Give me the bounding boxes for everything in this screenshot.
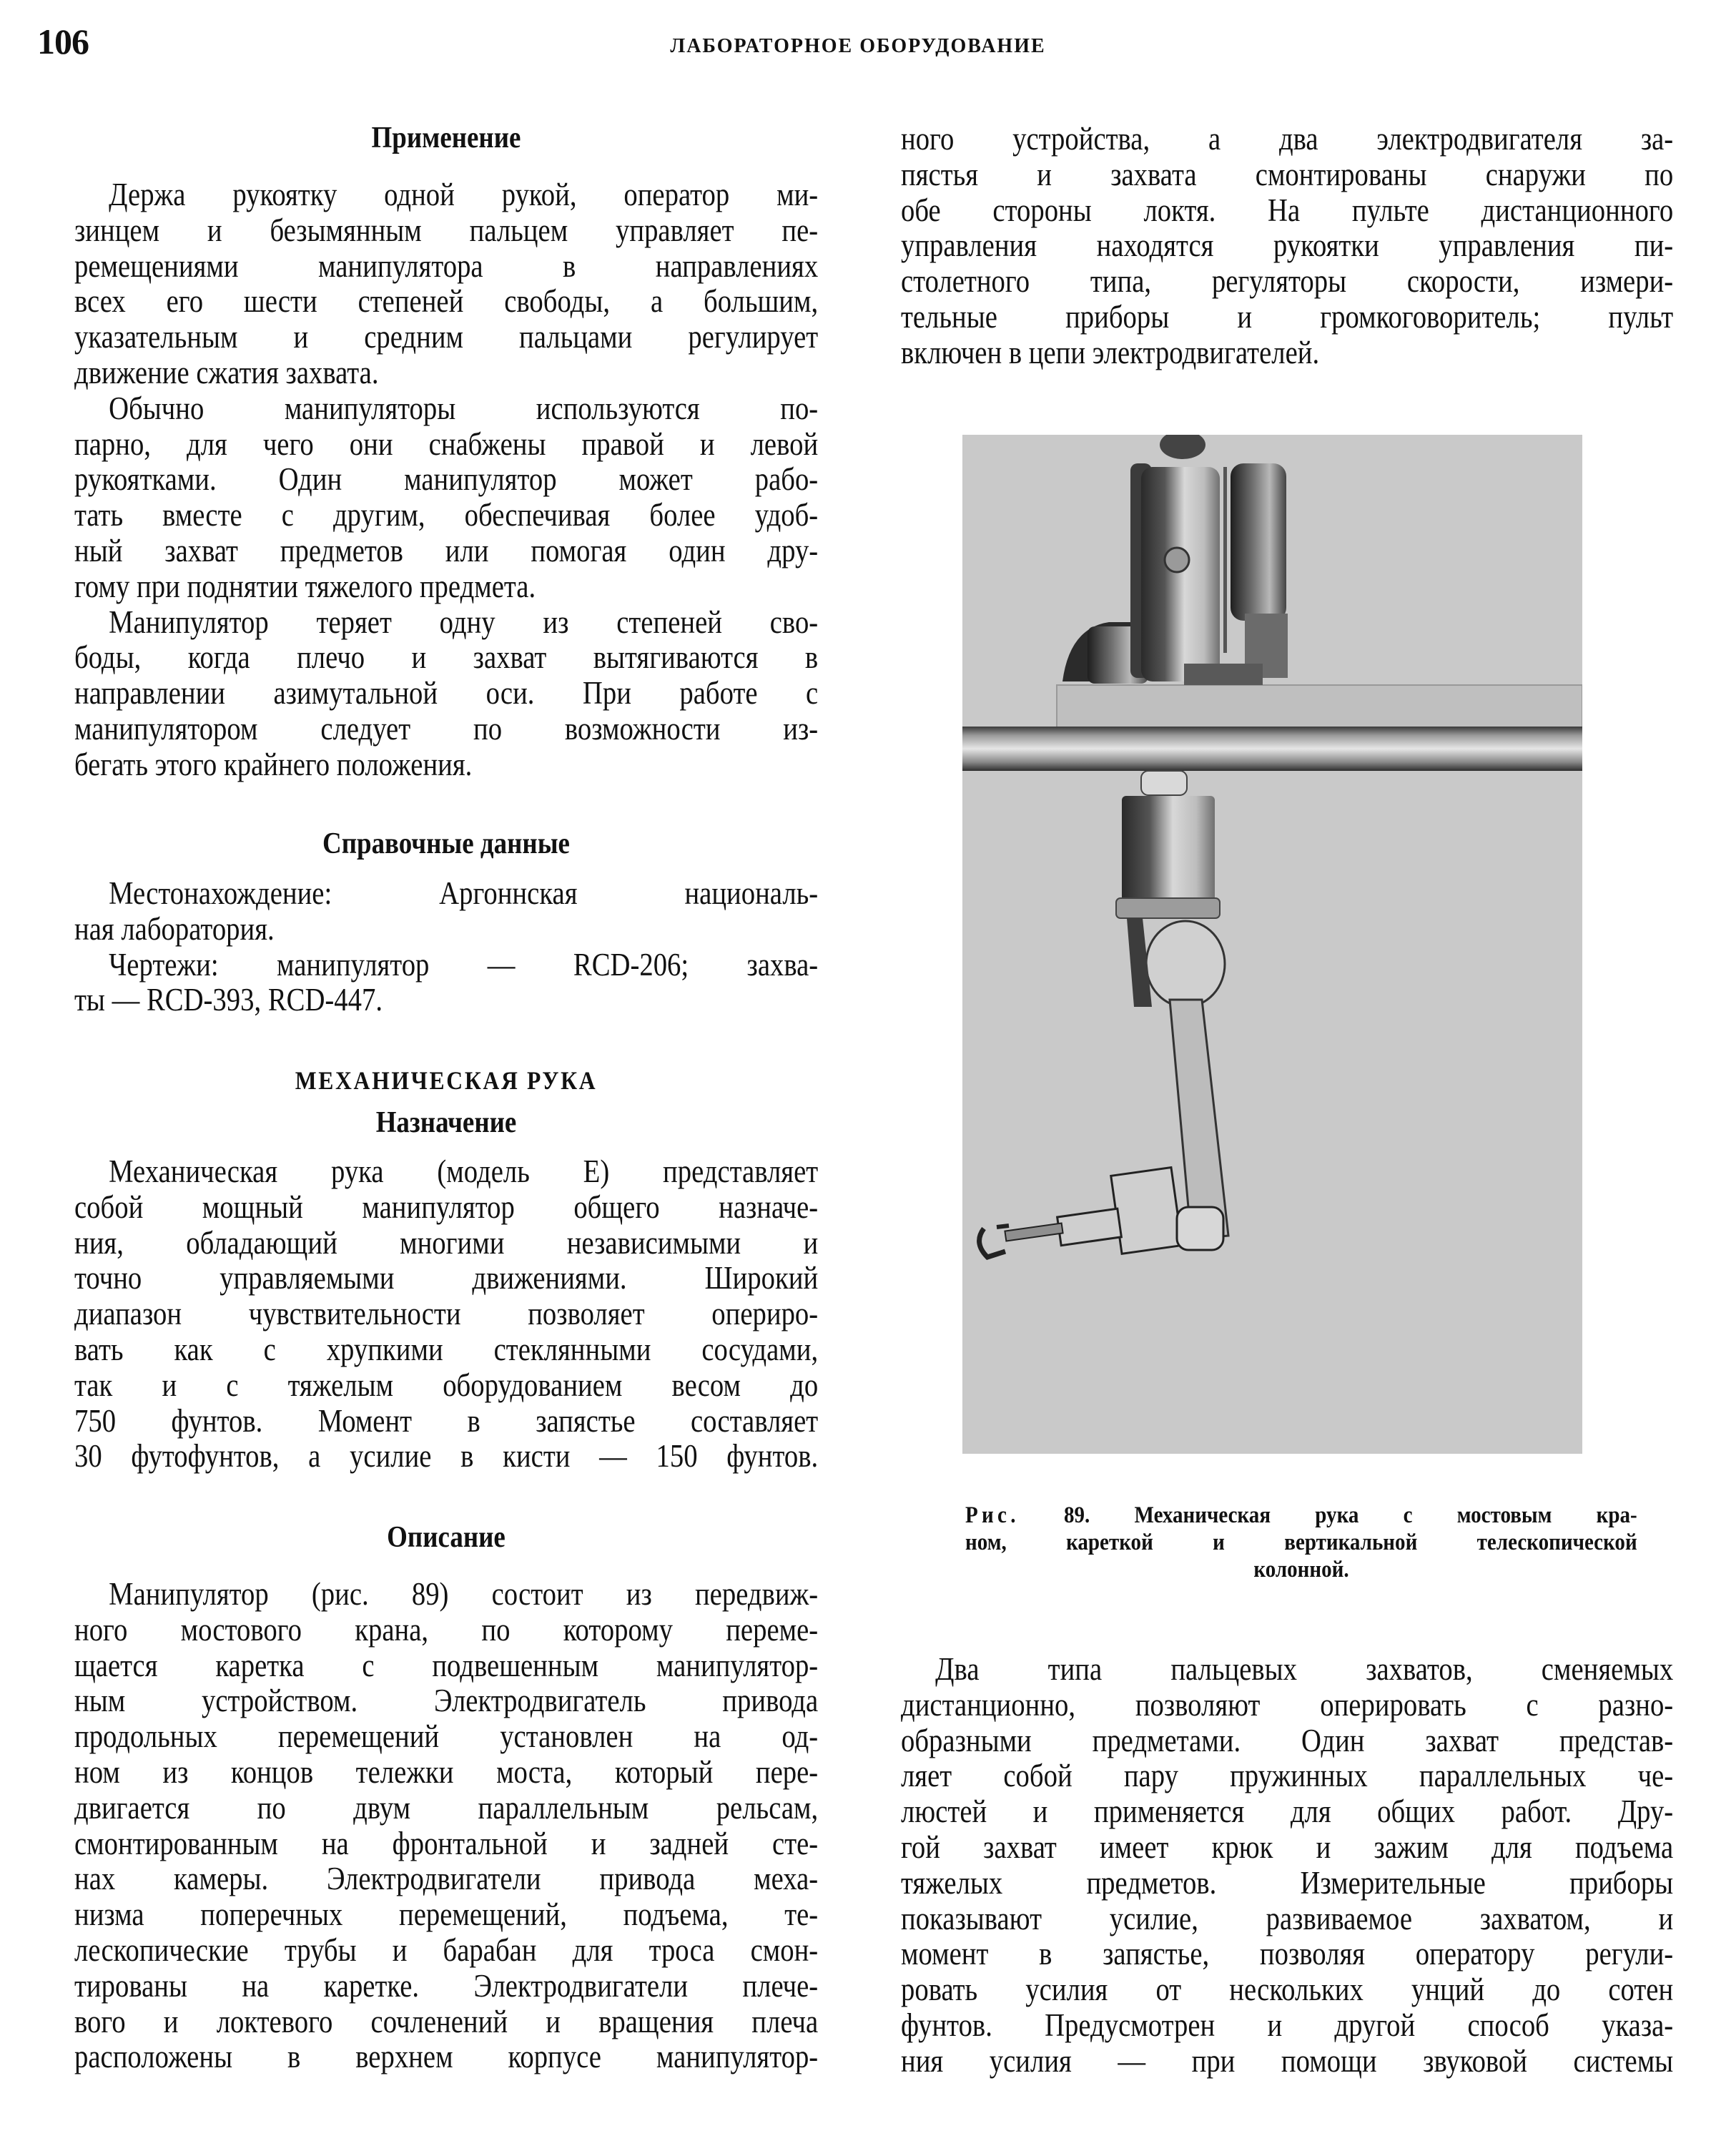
text-line: ния усилия — при помощи звуковой системы xyxy=(901,2042,1674,2079)
paragraph-usage-1 xyxy=(74,177,818,783)
text-line: указательным и средним пальцами регулирует xyxy=(74,319,819,355)
text-line: точно управляемыми движениями. Широкий xyxy=(74,1260,819,1296)
text-line: ного мостового крана, по которому переме- xyxy=(74,1611,819,1648)
text-line: Механическая рука (модель Е) представляет xyxy=(109,1153,819,1189)
caption-line xyxy=(965,1502,1637,1529)
text-line: момент в запястье, позволяя оператору регули- xyxy=(901,1936,1674,1972)
text-line: тированы на каретке. Электродвигатели плече- xyxy=(74,1967,819,2004)
text-line: ния, обладающий многими независимыми и xyxy=(74,1224,819,1261)
figure-photo-mechanical-arm xyxy=(962,435,1582,1454)
caption-label: Рис. xyxy=(965,1502,1020,1528)
text-line: 750 фунтов. Момент в запястье составляет xyxy=(74,1402,819,1439)
section-heading-purpose: Назначение xyxy=(375,1106,517,1139)
text-line: нах камеры. Электродвигатели привода меха- xyxy=(74,1861,819,1897)
text-line: гому при поднятии тяжелого предмета. xyxy=(74,568,536,604)
text-line: парно, для чего они снабжены правой и левой xyxy=(74,425,819,462)
text-line: так и с тяжелым оборудованием весом до xyxy=(74,1367,819,1403)
text-line: щается каретка с подвешенным манипулятор- xyxy=(74,1647,819,1683)
text-line: Манипулятор (рис. 89) состоит из передвиж- xyxy=(109,1576,819,1612)
text-line: ная лаборатория. xyxy=(74,910,275,947)
text-line: тать вместе с другим, обеспечивая более удоб- xyxy=(74,497,819,533)
text-line: пястья и захвата смонтированы снаружи по xyxy=(901,156,1674,192)
text-line: вого и локтевого сочленений и вращения плеча xyxy=(74,2003,819,2039)
caption-number: 89. xyxy=(1063,1502,1090,1528)
text-line: включен в цепи электродвигателей. xyxy=(901,334,1320,370)
text-line: ремещениями манипулятора в направлениях xyxy=(74,247,819,284)
text-line: собой мощный манипулятор общего назначе- xyxy=(74,1188,819,1225)
caption-line: ном, кареткой и вертикальной телескопической xyxy=(965,1530,1637,1555)
text-line: управления находятся рукоятки управления пи- xyxy=(901,227,1674,264)
text-line: ровать усилия от нескольких унций до сотен xyxy=(901,1972,1674,2008)
text-line: движение сжатия захвата. xyxy=(74,354,379,390)
text-line: Чертежи: манипулятор — RCD-206; захва- xyxy=(109,946,819,983)
text-line: фунтов. Предусмотрен и другой способ указа- xyxy=(901,2007,1674,2043)
section-heading-usage: Применение xyxy=(371,122,521,154)
figure-caption xyxy=(965,1502,1637,1583)
text-line: показывают усилие, развиваемое захватом, и xyxy=(901,1900,1674,1936)
text-line: рукоятками. Один манипулятор может рабо- xyxy=(74,461,819,498)
text-line: расположены в верхнем корпусе манипулятор- xyxy=(74,2039,819,2075)
running-head: ЛАБОРАТОРНОЕ ОБОРУДОВАНИЕ xyxy=(670,35,1046,57)
text-line: смонтированным на фронтальной и задней сте- xyxy=(74,1825,819,1861)
text-line: ный захват предметов или помогая один дру- xyxy=(74,532,819,568)
chapter-title: МЕХАНИЧЕСКАЯ РУКА xyxy=(295,1066,598,1095)
paragraph-continuation xyxy=(901,122,1673,371)
text-line: ного устройства, а два электродвигателя за- xyxy=(901,121,1674,157)
section-heading-description: Описание xyxy=(387,1521,506,1554)
text-line: обе стороны локтя. На пульте дистанционного xyxy=(901,192,1674,228)
text-line: 30 футофунтов, а усилие в кисти — 150 фунтов. xyxy=(74,1438,819,1475)
text-line: зинцем и безымянным пальцем управляет пе- xyxy=(74,212,819,248)
text-line: гой захват имеет крюк и зажим для подъема xyxy=(901,1828,1674,1865)
text-line: люстей и применяется для общих работ. Дру- xyxy=(901,1793,1674,1830)
page-number: 106 xyxy=(37,21,89,61)
text-line: столетного типа, регуляторы скорости, измери- xyxy=(901,263,1674,300)
text-line: ным устройством. Электродвигатель привода xyxy=(74,1683,819,1719)
caption-line: колонной. xyxy=(1253,1557,1349,1582)
text-line: всех его шести степеней свободы, а большим, xyxy=(74,283,819,320)
text-line: ляет собой пару пружинных параллельных че- xyxy=(901,1758,1674,1794)
text-line: Держа рукоятку одной рукой, оператор ми- xyxy=(109,177,819,212)
text-line: продольных перемещений установлен на од- xyxy=(74,1718,819,1755)
paragraph-grippers xyxy=(901,1652,1673,2079)
paragraph-purpose xyxy=(74,1154,818,1475)
caption-text: Механическая рука с мостовым кра- xyxy=(1134,1502,1637,1528)
paragraph-reference xyxy=(74,876,818,1018)
paragraph-description xyxy=(74,1577,818,2075)
text-line: боды, когда плечо и захват вытягиваются в xyxy=(74,639,819,676)
text-line: двигается по двум параллельным рельсам, xyxy=(74,1789,819,1826)
text-line: тельные приборы и громкоговоритель; пульт xyxy=(901,298,1674,335)
text-line: лескопические трубы и барабан для троса смон- xyxy=(74,1931,819,1968)
text-line: Манипулятор теряет одну из степеней сво- xyxy=(109,604,819,640)
text-line: Обычно манипуляторы используются по- xyxy=(109,390,819,426)
text-line: вать как с хрупкими стеклянными сосудами, xyxy=(74,1331,819,1367)
text-line: тяжелых предметов. Измерительные приборы xyxy=(901,1864,1674,1901)
text-line: ты — RCD-393, RCD-447. xyxy=(74,982,383,1018)
text-line: бегать этого крайнего положения. xyxy=(74,746,473,782)
text-line: низма поперечных перемещений, подъема, те- xyxy=(74,1896,819,1933)
text-line: направлении азимутальной оси. При работе с xyxy=(74,675,819,712)
text-line: Два типа пальцевых захватов, сменяемых xyxy=(935,1651,1674,1687)
text-line: манипулятором следует по возможности из- xyxy=(74,710,819,747)
section-heading-reference: Справочные данные xyxy=(322,827,570,860)
text-line: Местонахождение: Аргоннская националь- xyxy=(109,875,819,911)
text-line: дистанционно, позволяют оперировать с разно- xyxy=(901,1686,1674,1723)
text-line: ном из концов тележки моста, который пере- xyxy=(74,1753,819,1790)
text-line: образными предметами. Один захват представ- xyxy=(901,1722,1674,1758)
text-line: диапазон чувствительности позволяет опериро- xyxy=(74,1296,819,1332)
